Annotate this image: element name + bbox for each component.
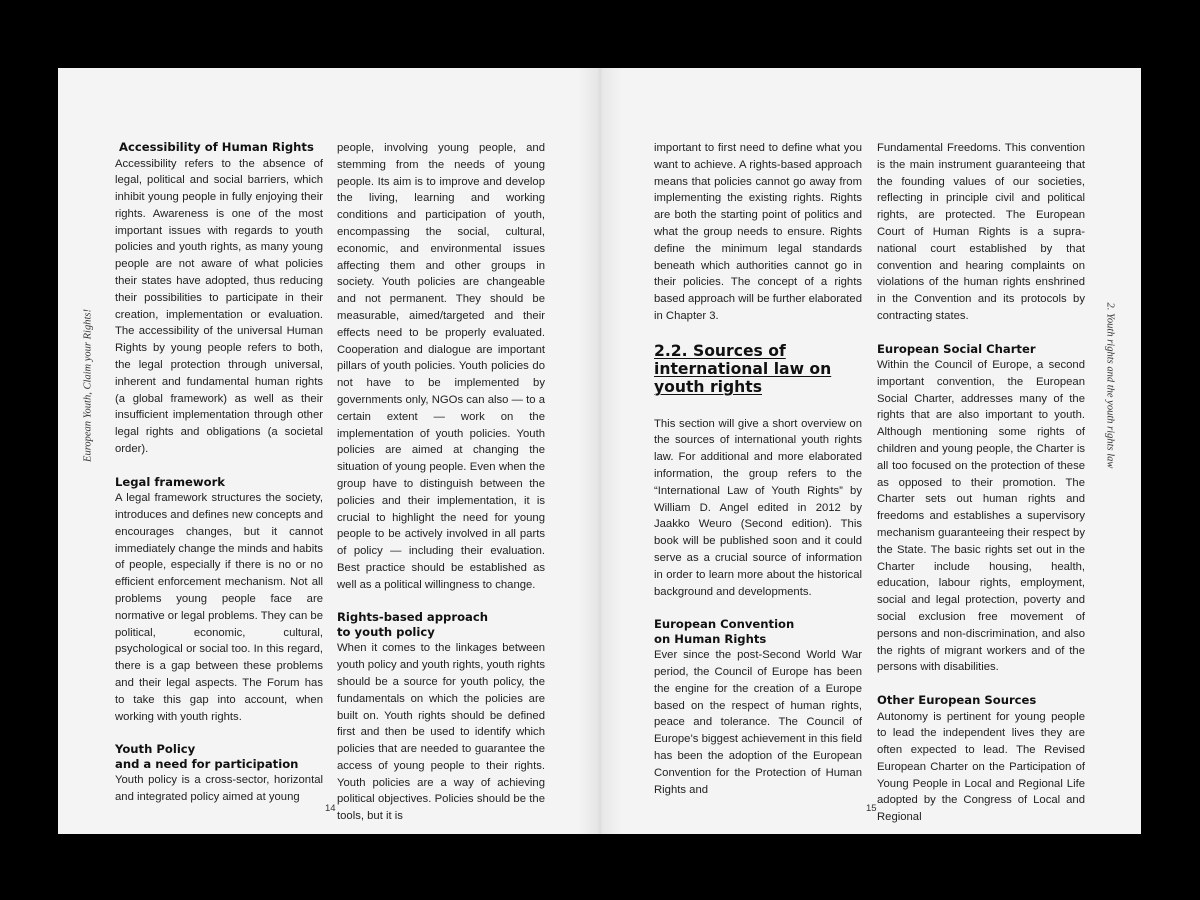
heading-accessibility: Accessibility of Human Rights [119, 140, 314, 154]
page-number-right: 15 [866, 803, 877, 814]
paragraph-echr: Ever since the post-Second World War period, the Council of Europe has been the engine for the creation of a Europe based on the respect of human rights, peace and tolerance. The Council of Europe’s biggest achievement in this field has been the adoption of the European Convention for the Protection of Human Rights and [654, 649, 862, 796]
heading-youth-policy-line1: Youth Policy [115, 742, 196, 757]
left-column-2 [337, 140, 545, 842]
heading-other-european-sources: Other European Sources [877, 693, 1037, 707]
paragraph-echr-continued: Fundamental Freedoms. This convention is the main instrument guaranteeing that the founding values of our societies, reflecting in principle civil and political rights, are protected. The European Court of Human Rights is a supra-national court established by that convention and hearing complaints on violations of the human rights enshrined in the Convention and its protocols by contracting states. [877, 142, 1085, 322]
left-page [58, 68, 599, 834]
left-column-1 [115, 140, 323, 822]
paragraph-legal-framework: A legal framework structures the society, introduces and defines new concepts and encourages changes, but it cannot immediately change the minds and habits of people, especially if there is no or no efficient enforcement mechanism. Not all problems young people face are normative or legal problems. They can be political, economic, cultural, psychological or social too. In this regard, there is a gap between these problems and their legal aspects. The Forum has to take this gap into account, when working with youth rights. [115, 492, 323, 723]
heading-youth-policy [115, 742, 323, 771]
paragraph-other-european-sources: Autonomy is pertinent for young people to lead the independent lives they are often expected to lead. The Revised European Charter on the Participation of Young People in Local and Regional Life adopted by the Congress of Local and Regional [877, 710, 1085, 824]
heading-legal-framework: Legal framework [115, 474, 226, 489]
paragraph-rights-based-approach: When it comes to the linkages between youth policy and youth rights, youth rights should be a source for youth policy, the fundamentals on which the policies are built on. Youth rights should be defined first and then be used to identify which policies that are needed to guarantee the access of young people to their rights. Youth policies are a way of achieving political objectives. Policies should be the tools, but it is [337, 642, 545, 823]
right-column-1 [654, 140, 862, 815]
paragraph-accessibility: Accessibility refers to the absence of legal, political and social barriers, which inhibit young people in fully enjoying their rights. Awareness is one of the most important issues with regards to youth policies and youth rights, as many young people are not aware of what policies their states have adopted, thus reducing their possibilities to participate in their creation, implementation or evaluation. The accessibility of the universal Human Rights by young people refers to both, the legal protection through universal, inherent and fundamental human rights (a global framework) as well as their insufficient implementation through other legal rights and obligations (a societal order). [115, 157, 323, 456]
heading-rights-based-approach [337, 610, 545, 639]
heading-rights-line1: Rights-based approach [337, 610, 488, 625]
left-running-head: European Youth, Claim your Rights! [82, 309, 94, 462]
section-heading-line3: youth rights [654, 377, 762, 396]
section-heading-line2: international law on [654, 359, 832, 378]
section-heading-line1: 2.2. Sources of [654, 341, 786, 360]
heading-echr-line1: European Convention [654, 617, 795, 632]
open-book-spread [58, 68, 1141, 834]
paragraph-youth-policy-continued: people, involving young people, and stemming from the needs of young people. Its aim is to improve and develop the living, learning and working conditions and participation of youth, encompassing the social, cultural, economic, and environmental issues affecting them and other groups in society. Youth policies are changeable and not permanent. They should be measurable, aimed/targeted and their effects need to be properly evaluated. Cooperation and dialogue are important pillars of youth policies. Youth policies do not have to be implemented by governments only, NGOs can also — to a certain extent — work on the implementation of youth policies. Youth policies are aimed at changing the situation of young people. Even when the group have to distinguish between the policies and their implementation, it is crucial to highlight the need for young people to be actively involved in all parts of policy — including their evaluation. Best practice should be established as well as a political willingness to change. [337, 142, 545, 591]
heading-youth-policy-line2: and a need for participation [115, 756, 299, 771]
heading-rights-line2: to youth policy [337, 624, 435, 639]
right-running-head: 2. Youth rights and the youth rights law [1104, 302, 1116, 469]
right-column-2 [877, 140, 1085, 843]
heading-echr [654, 617, 862, 646]
paragraph-european-social-charter: Within the Council of Europe, a second important convention, the European Social Charter, addresses many of the rights that are also important to youth. Although mentioning some rights of children and young people, the Charter is all too focused on the protection of these as opposed to their promotion. The Charter sets out human rights and freedoms and establishes a supervisory mechanism guaranteeing their respect by the State. The basic rights set out in the Charter include housing, health, education, labour rights, employment, social and legal protection, poverty and social exclusion free movement of persons and non-discrimination, and also the rights of migrant workers and of the persons with disabilities. [877, 359, 1085, 674]
section-heading-sources [654, 342, 862, 396]
right-page [600, 68, 1141, 834]
paragraph-youth-policy: Youth policy is a cross-sector, horizontal and integrated policy aimed at young [115, 774, 323, 803]
page-number-left: 14 [325, 803, 336, 814]
heading-echr-line2: on Human Rights [654, 631, 767, 646]
paragraph-sources: This section will give a short overview on the sources of international youth rights law. For additional and more elaborated information, the group refers to the “International Law of Youth Rights” by William D. Angel edited in 2012 by Jaakko Weuro (Second edition). This book will be published soon and it could serve as a crucial source of information in order to learn more about the historical background and developments. [654, 417, 862, 598]
heading-european-social-charter: European Social Charter [877, 341, 1036, 356]
paragraph-rights-continued: important to first need to define what you want to achieve. A rights-based approach means that policies cannot go away from implementing the existing rights. Rights are both the starting point of politics and what the group needs to ensure. Rights define the minimum legal standards beneath which authorities cannot go in their policies. The concept of a rights based approach will be further elaborated in Chapter 3. [654, 142, 862, 322]
